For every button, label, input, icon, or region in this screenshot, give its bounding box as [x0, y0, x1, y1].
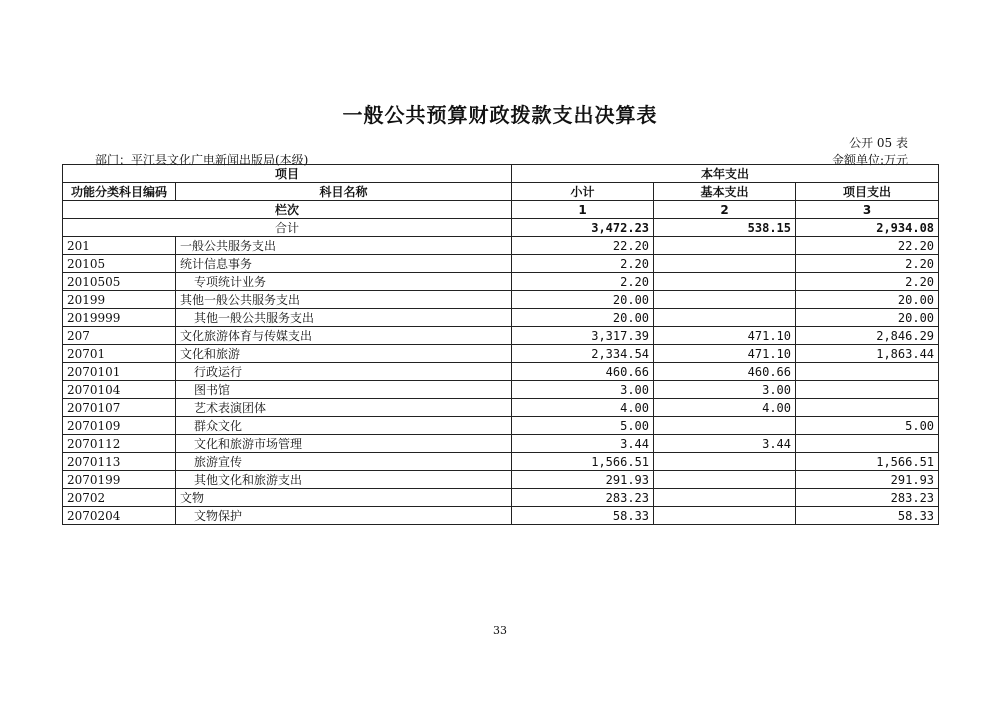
row-name: 其他文化和旅游支出 [176, 471, 512, 489]
row-basic [654, 255, 796, 273]
row-name: 文物 [176, 489, 512, 507]
row-name: 一般公共服务支出 [176, 237, 512, 255]
row-name: 文化旅游体育与传媒支出 [176, 327, 512, 345]
row-name: 专项统计业务 [176, 273, 512, 291]
row-project [796, 435, 939, 453]
row-subtotal: 58.33 [512, 507, 654, 525]
row-basic [654, 309, 796, 327]
row-code: 207 [63, 327, 176, 345]
row-basic: 4.00 [654, 399, 796, 417]
row-subtotal: 2.20 [512, 273, 654, 291]
table-row [63, 345, 939, 363]
row-subtotal: 4.00 [512, 399, 654, 417]
row-name: 其他一般公共服务支出 [176, 291, 512, 309]
row-subtotal: 3,317.39 [512, 327, 654, 345]
row-project: 2.20 [796, 273, 939, 291]
row-project: 1,863.44 [796, 345, 939, 363]
row-subtotal: 2,334.54 [512, 345, 654, 363]
row-name: 艺术表演团体 [176, 399, 512, 417]
total-project: 2,934.08 [796, 219, 939, 237]
expenditure-table [62, 164, 939, 525]
row-name: 图书馆 [176, 381, 512, 399]
row-basic: 3.00 [654, 381, 796, 399]
row-basic [654, 489, 796, 507]
table-row [63, 363, 939, 381]
page-number: 33 [493, 624, 507, 637]
row-project [796, 363, 939, 381]
row-code: 20702 [63, 489, 176, 507]
row-project: 291.93 [796, 471, 939, 489]
table-row [63, 417, 939, 435]
row-basic: 471.10 [654, 345, 796, 363]
row-name: 文化和旅游市场管理 [176, 435, 512, 453]
row-code: 2070109 [63, 417, 176, 435]
column-number-1: 1 [512, 201, 654, 219]
row-name: 群众文化 [176, 417, 512, 435]
page-title: 一般公共预算财政拨款支出决算表 [342, 103, 658, 127]
table-row [63, 273, 939, 291]
row-code: 201 [63, 237, 176, 255]
row-basic: 460.66 [654, 363, 796, 381]
row-code: 2010505 [63, 273, 176, 291]
row-project [796, 399, 939, 417]
column-number-3: 3 [796, 201, 939, 219]
row-subtotal: 3.44 [512, 435, 654, 453]
row-project: 20.00 [796, 309, 939, 327]
row-name: 其他一般公共服务支出 [176, 309, 512, 327]
row-basic [654, 471, 796, 489]
row-name: 行政运行 [176, 363, 512, 381]
row-basic [654, 237, 796, 255]
table-row [63, 381, 939, 399]
table-row [63, 507, 939, 525]
row-project: 22.20 [796, 237, 939, 255]
row-code: 2019999 [63, 309, 176, 327]
table-row [63, 237, 939, 255]
row-subtotal: 22.20 [512, 237, 654, 255]
table-row [63, 255, 939, 273]
total-subtotal: 3,472.23 [512, 219, 654, 237]
row-project: 58.33 [796, 507, 939, 525]
row-code: 2070204 [63, 507, 176, 525]
row-name: 旅游宣传 [176, 453, 512, 471]
header-name: 科目名称 [176, 183, 512, 201]
total-row [63, 219, 939, 237]
row-subtotal: 2.20 [512, 255, 654, 273]
row-basic [654, 453, 796, 471]
row-basic [654, 417, 796, 435]
row-code: 20105 [63, 255, 176, 273]
row-code: 2070113 [63, 453, 176, 471]
total-label: 合计 [63, 219, 512, 237]
row-name: 文物保护 [176, 507, 512, 525]
table-row [63, 471, 939, 489]
row-subtotal: 291.93 [512, 471, 654, 489]
table-row [63, 309, 939, 327]
row-subtotal: 20.00 [512, 309, 654, 327]
row-subtotal: 1,566.51 [512, 453, 654, 471]
row-basic [654, 507, 796, 525]
row-project: 5.00 [796, 417, 939, 435]
row-basic: 3.44 [654, 435, 796, 453]
table-row [63, 399, 939, 417]
row-name: 统计信息事务 [176, 255, 512, 273]
row-name: 文化和旅游 [176, 345, 512, 363]
total-basic: 538.15 [654, 219, 796, 237]
column-number-2: 2 [654, 201, 796, 219]
row-project: 20.00 [796, 291, 939, 309]
row-code: 2070104 [63, 381, 176, 399]
row-code: 2070101 [63, 363, 176, 381]
row-project: 2,846.29 [796, 327, 939, 345]
row-subtotal: 3.00 [512, 381, 654, 399]
table-row [63, 489, 939, 507]
row-project [796, 381, 939, 399]
row-subtotal: 283.23 [512, 489, 654, 507]
table-row [63, 435, 939, 453]
column-label: 栏次 [63, 201, 512, 219]
row-project: 2.20 [796, 255, 939, 273]
row-project: 1,566.51 [796, 453, 939, 471]
department-label: 部门：平江县文化广电新闻出版局(本级) [95, 153, 309, 167]
row-code: 2070107 [63, 399, 176, 417]
row-subtotal: 20.00 [512, 291, 654, 309]
row-subtotal: 460.66 [512, 363, 654, 381]
header-subtotal: 小计 [512, 183, 654, 201]
table-row [63, 327, 939, 345]
form-number: 公开 05 表 [849, 136, 908, 150]
header-code: 功能分类科目编码 [63, 183, 176, 201]
row-basic [654, 273, 796, 291]
header-basic: 基本支出 [654, 183, 796, 201]
row-project: 283.23 [796, 489, 939, 507]
header-project: 项目支出 [796, 183, 939, 201]
header-item: 项目 [63, 165, 512, 183]
row-subtotal: 5.00 [512, 417, 654, 435]
amount-unit: 金额单位:万元 [831, 153, 908, 167]
row-basic [654, 291, 796, 309]
row-code: 20199 [63, 291, 176, 309]
row-code: 2070199 [63, 471, 176, 489]
table-row [63, 291, 939, 309]
row-basic: 471.10 [654, 327, 796, 345]
row-code: 2070112 [63, 435, 176, 453]
table-row [63, 453, 939, 471]
row-code: 20701 [63, 345, 176, 363]
header-current-year: 本年支出 [512, 165, 939, 183]
